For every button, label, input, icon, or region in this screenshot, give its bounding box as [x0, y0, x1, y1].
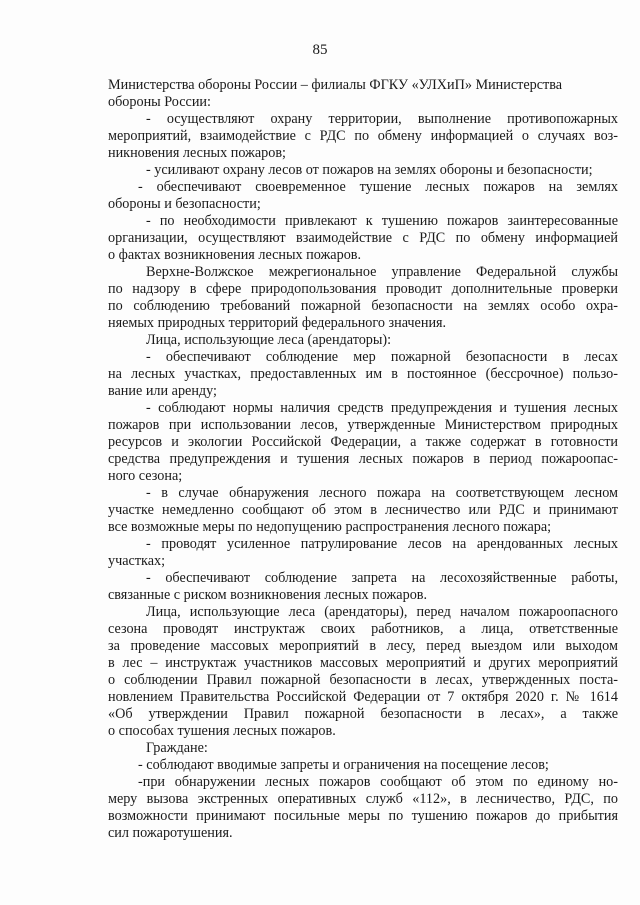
text-line: новлением Правительства Российской Федерации от 7 октября 2020 г. № 1614 — [108, 689, 618, 705]
text-line: меру вызова экстренных оперативных служб «112», в лесничество, РДС, по — [108, 791, 618, 807]
text-line: участках; — [108, 553, 166, 569]
text-line: вание или аренду; — [108, 383, 217, 399]
text-line: мероприятий, взаимодействие с РДС по обмену информацией о случаях воз- — [108, 128, 618, 144]
text-line: все возможные меры по недопущению распространения лесного пожара; — [108, 519, 552, 535]
text-line: Верхне-Волжское межрегиональное управление Федеральной службы — [146, 264, 618, 280]
text-line: обороны и безопасности; — [108, 196, 261, 212]
text-line: «Об утверждении Правил пожарной безопасности в лесах», а также — [108, 706, 618, 722]
text-line: - обеспечивают соблюдение запрета на лесохозяйственные работы, — [146, 570, 618, 586]
text-line: участке немедленно сообщают об этом в лесничество или РДС и принимают — [108, 502, 618, 518]
text-line: обороны России: — [108, 94, 211, 110]
text-line: по соблюдению требований пожарной безопасности на землях особо охра- — [108, 298, 618, 314]
text-line: возможности принимают посильные меры по тушению пожаров до прибытия — [108, 808, 618, 824]
text-line: средства предупреждения и тушения лесных пожаров в период пожароопас- — [108, 451, 618, 467]
text-line: Граждане: — [146, 740, 208, 756]
text-line: пожаров при использовании лесов, утвержденные Министерством природных — [108, 417, 618, 433]
text-line: Лица, использующие леса (арендаторы): — [146, 332, 392, 348]
text-line: сил пожаротушения. — [108, 825, 233, 841]
text-line: - соблюдают вводимые запреты и ограничения на посещение лесов; — [138, 757, 549, 773]
text-line: - в случае обнаружения лесного пожара на соответствующем лесном — [146, 485, 618, 501]
text-line: - по необходимости привлекают к тушению пожаров заинтересованные — [146, 213, 618, 229]
text-line: о соблюдении Правил пожарной безопасности в лесах, утвержденных поста- — [108, 672, 618, 688]
text-line: за проведение массовых мероприятий в лесу, перед выездом или выходом — [108, 638, 618, 654]
text-line: на лесных участках, предоставленных им в постоянное (бессрочное) пользо- — [108, 366, 618, 382]
text-line: о способах тушения лесных пожаров. — [108, 723, 336, 739]
text-line: по надзору в сфере природопользования проводит дополнительные проверки — [108, 281, 618, 297]
text-line: - осуществляют охрану территории, выполнение противопожарных — [146, 111, 618, 127]
text-line: организации, осуществляют взаимодействие с РДС по обмену информацией — [108, 230, 618, 246]
text-line: ресурсов и экологии Российской Федерации, а также содержат в готовности — [108, 434, 618, 450]
document-body — [108, 77, 618, 842]
text-line: - проводят усиленное патрулирование лесов на арендованных лесных — [146, 536, 618, 552]
text-line: - соблюдают нормы наличия средств предупреждения и тушения лесных — [146, 400, 618, 416]
text-line: - обеспечивают соблюдение мер пожарной безопасности в лесах — [146, 349, 618, 365]
page-number: 85 — [312, 42, 328, 58]
text-line: Лица, использующие леса (арендаторы), перед началом пожароопасного — [146, 604, 618, 620]
text-line: ного сезона; — [108, 468, 183, 484]
text-line: связанные с риском возникновения лесных пожаров. — [108, 587, 428, 603]
text-line: Министерства обороны России – филиалы ФГКУ «УЛХиП» Министерства — [108, 77, 563, 93]
text-line: - обеспечивают своевременное тушение лесных пожаров на землях — [138, 179, 618, 195]
text-line: сезона проводят инструктаж своих работников, а лица, ответственные — [108, 621, 618, 637]
text-line: -при обнаружении лесных пожаров сообщают об этом по единому но- — [138, 774, 618, 790]
text-line: никновения лесных пожаров; — [108, 145, 286, 161]
text-line: в лес – инструктаж участников массовых мероприятий и других мероприятий — [108, 655, 618, 671]
text-line: о фактах возникновения лесных пожаров. — [108, 247, 362, 263]
text-line: - усиливают охрану лесов от пожаров на землях обороны и безопасности; — [146, 162, 593, 178]
text-line: няемых природных территорий федерального значения. — [108, 315, 447, 331]
